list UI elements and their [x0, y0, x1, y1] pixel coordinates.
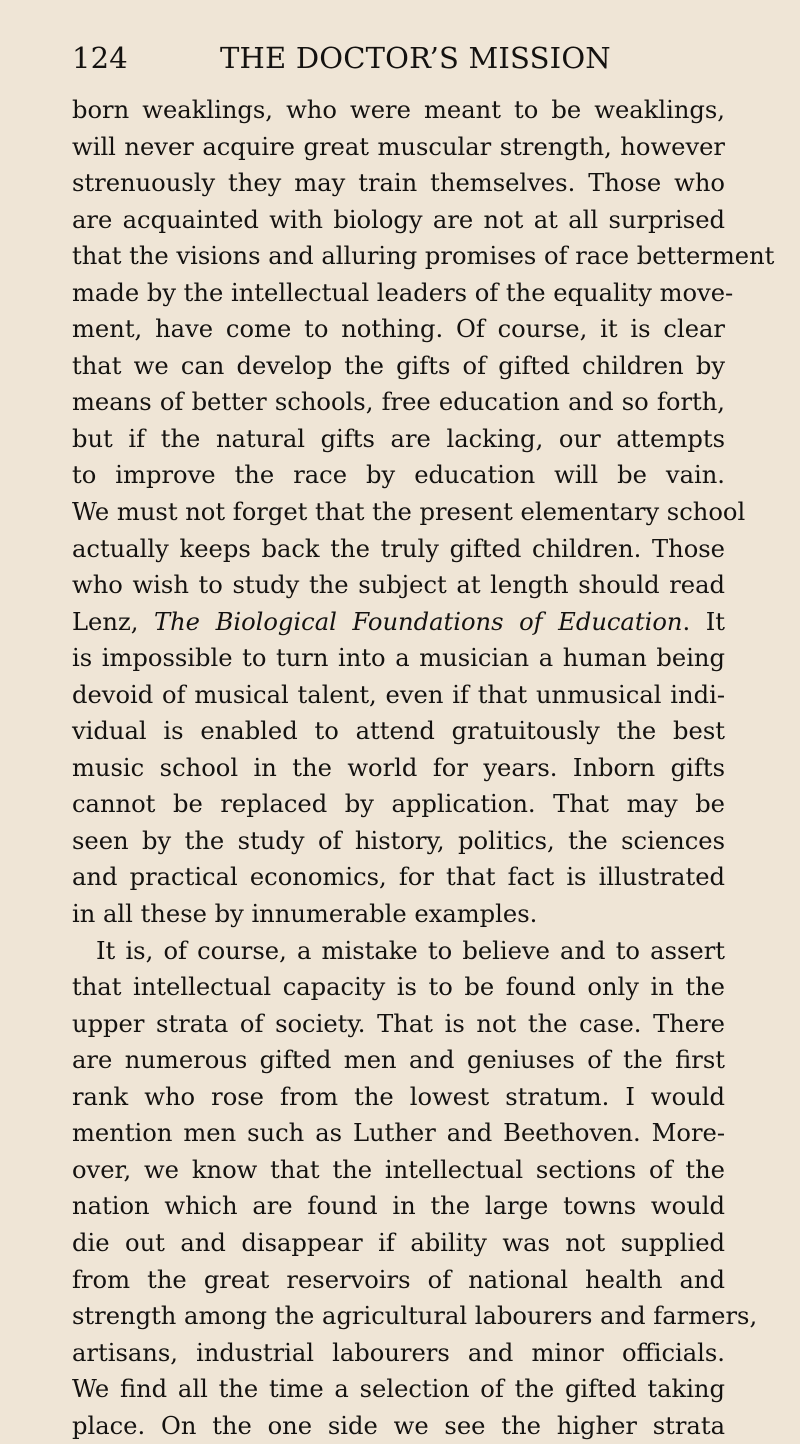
text-line: that intellectual capacity is to be found only in the — [72, 973, 725, 1002]
paragraph-end-line: in all these by innumerable examples. — [72, 900, 538, 929]
text-line: means of better schools, free education and so forth, — [72, 388, 725, 417]
text-line: strength among the agricultural labourers and farmers, — [72, 1302, 758, 1331]
text-line: are numerous gifted men and geniuses of the first — [72, 1046, 725, 1075]
text-line: We must not forget that the present elementary school — [72, 498, 746, 527]
text-line: and practical economics, for that fact is illustrated — [72, 863, 725, 892]
text-line: nation which are found in the large towns would — [72, 1192, 725, 1221]
text-line: rank who rose from the lowest stratum. I would — [72, 1082, 725, 1111]
text-line: is impossible to turn into a musician a human being — [72, 644, 725, 673]
text-line: artisans, industrial labourers and minor officials. — [72, 1338, 725, 1367]
text-line: ment, have come to nothing. Of course, it is clear — [72, 315, 725, 344]
text-line: made by the intellectual leaders of the equality move- — [72, 278, 734, 307]
running-title: THE DOCTOR’S MISSION — [220, 41, 611, 75]
text-line: die out and disappear if ability was not supplied — [72, 1228, 725, 1257]
text-line: music school in the world for years. Inborn gifts — [72, 753, 725, 782]
text-line-with-book-title — [72, 604, 725, 641]
text-line: cannot be replaced by application. That may be — [72, 790, 725, 819]
text-line: will never acquire great muscular strength, however — [72, 132, 725, 161]
text-line: over, we know that the intellectual sections of the — [72, 1155, 725, 1184]
text-line: to improve the race by education will be vain. — [72, 461, 725, 490]
text-after-title: . It — [682, 607, 726, 636]
text-line: mention men such as Luther and Beethoven. More- — [72, 1119, 725, 1148]
page-header — [72, 38, 725, 78]
text-line: place. On the one side we see the higher strata — [72, 1411, 725, 1440]
text-line: vidual is enabled to attend gratuitously the best — [72, 717, 725, 746]
text-line: actually keeps back the truly gifted children. Those — [72, 534, 725, 563]
text-line: who wish to study the subject at length should read — [72, 571, 725, 600]
page-number: 124 — [72, 41, 128, 75]
book-title: The Biological Foundations of Education — [153, 607, 683, 636]
text-before-title: Lenz, — [72, 607, 154, 636]
text-line: upper strata of society. That is not the case. There — [72, 1009, 725, 1038]
text-line: We find all the time a selection of the gifted taking — [72, 1375, 725, 1404]
text-line: from the great reservoirs of national health and — [72, 1265, 725, 1294]
text-line: are acquainted with biology are not at all surprised — [72, 205, 725, 234]
text-line: that we can develop the gifts of gifted children by — [72, 351, 725, 380]
paragraph-start-line: It is, of course, a mistake to believe and to assert — [96, 936, 725, 965]
text-line: but if the natural gifts are lacking, our attempts — [72, 424, 725, 453]
text-line: seen by the study of history, politics, the sciences — [72, 826, 725, 855]
text-line: that the visions and alluring promises of race betterment — [72, 242, 775, 271]
text-line: devoid of musical talent, even if that unmusical indi- — [72, 680, 725, 709]
text-line: strenuously they may train themselves. Those who — [72, 169, 725, 198]
body-text — [72, 92, 775, 1444]
text-line: born weaklings, who were meant to be weaklings, — [72, 96, 725, 124]
